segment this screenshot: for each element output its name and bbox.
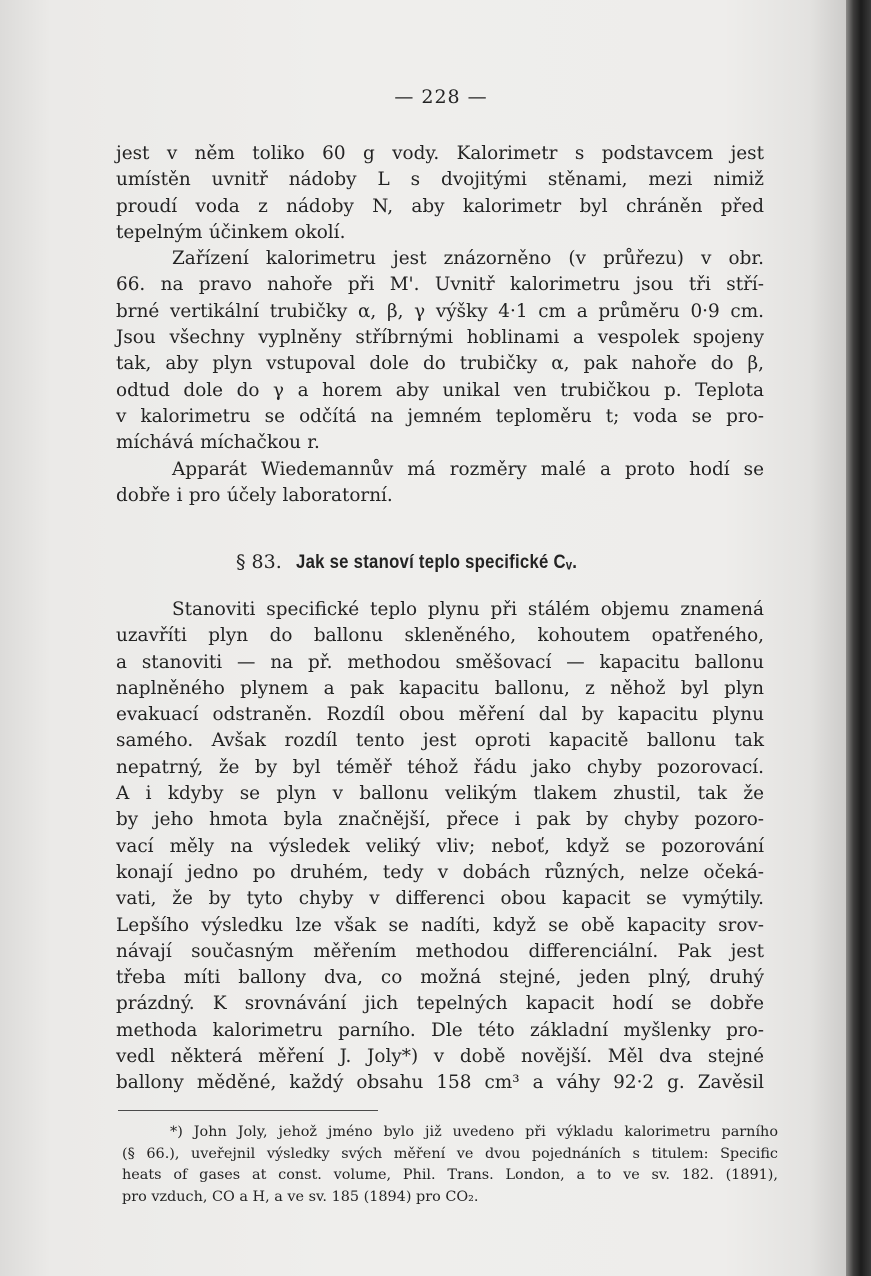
text-line: umístěn uvnitř nádoby L s dvojitými stěnami, mezi nimiž bbox=[116, 169, 764, 191]
book-spine bbox=[846, 0, 871, 1276]
text-line: tak, aby plyn vstupoval dole do trubičky α, pak nahoře do β, bbox=[116, 353, 764, 375]
text-line: míchává míchačkou r. bbox=[116, 432, 320, 454]
text-line: třeba míti ballony dva, co možná stejné, jeden plný, druhý bbox=[116, 967, 764, 989]
section-title: Jak se stanoví teplo specifické Cᵥ. bbox=[295, 552, 577, 573]
text-line: vedl některá měření J. Joly*) v době novější. Měl dva stejné bbox=[116, 1046, 764, 1068]
footnote-line: pro vzduch, CO a H, a ve sv. 185 (1894) pro CO₂. bbox=[122, 1188, 479, 1205]
text-line: uzavříti plyn do ballonu skleněného, kohoutem opatřeného, bbox=[116, 625, 764, 647]
text-line: v kalorimetru se odčítá na jemném teploměru t; voda se pro- bbox=[116, 405, 764, 427]
text-line: dobře i pro účely laboratorní. bbox=[116, 484, 393, 506]
text-line: prázdný. K srovnávání jich tepelných kapacit hodí se dobře bbox=[116, 993, 764, 1015]
text-line: naplněného plynem a pak kapacitu ballonu, z něhož byl plyn bbox=[116, 677, 764, 699]
text-line: Jsou všechny vyplněny stříbrnými hoblinami a vespolek spojeny bbox=[116, 327, 764, 349]
text-line: návají současným měřením methodou differenciální. Pak jest bbox=[116, 940, 764, 962]
text-line: A i kdyby se plyn v ballonu velikým tlakem zhustil, tak že bbox=[116, 783, 764, 805]
text-line: brné vertikální trubičky α, β, γ výšky 4·1 cm a průměru 0·9 cm. bbox=[116, 300, 764, 322]
text-block-bottom bbox=[116, 597, 764, 1097]
text-line: by jeho hmota byla značnější, přece i pak by chyby pozoro- bbox=[116, 809, 764, 831]
text-line: konají jedno po druhém, tedy v dobách různých, nelze očeká- bbox=[116, 861, 764, 883]
section-heading bbox=[236, 551, 615, 574]
footnote bbox=[122, 1122, 778, 1208]
footnote-line: *) John Joly, jehož jméno bylo již uvedeno při výkladu kalorimetru parního bbox=[170, 1124, 778, 1140]
text-line: nepatrný, že by byl téměř téhož řádu jako chyby pozorovací. bbox=[116, 756, 764, 778]
text-line: proudí voda z nádoby N, aby kalorimetr byl chráněn před bbox=[116, 195, 764, 217]
text-line: tepelným účinkem okolí. bbox=[116, 221, 346, 243]
text-block-top bbox=[116, 141, 764, 509]
footnote-line: (§ 66.), uveřejnil výsledky svých měření ve dvou pojednáních s titulem: Specific bbox=[122, 1145, 778, 1162]
text-line: jest v něm toliko 60 g vody. Kalorimetr s podstavcem jest bbox=[116, 143, 764, 164]
text-line: ballony měděné, každý obsahu 158 cm³ a váhy 92·2 g. Zavěsil bbox=[116, 1072, 764, 1094]
text-line: vací měly na výsledek veliký vliv; neboť, když se pozorování bbox=[116, 835, 764, 857]
footnote-line: heats of gases at const. volume, Phil. Trans. London, a to ve sv. 182. (1891), bbox=[122, 1167, 778, 1183]
text-line: Stanoviti specifické teplo plynu při stálém objemu znamená bbox=[172, 599, 764, 620]
text-line: evakuací odstraněn. Rozdíl obou měření dal by kapacitu plynu bbox=[116, 704, 764, 726]
text-line: Lepšího výsledku lze však se nadíti, když se obě kapacity srov- bbox=[116, 914, 764, 936]
text-line: Zařízení kalorimetru jest znázorněno (v průřezu) v obr. bbox=[172, 248, 764, 270]
section-number: § 83. bbox=[236, 551, 282, 573]
footnote-divider bbox=[118, 1110, 378, 1111]
text-line: Apparát Wiedemannův má rozměry malé a proto hodí se bbox=[172, 458, 764, 480]
text-line: methoda kalorimetru parního. Dle této základní myšlenky pro- bbox=[116, 1019, 764, 1041]
text-line: vati, že by tyto chyby v differenci obou kapacit se vymýtily. bbox=[116, 888, 764, 910]
text-line: 66. na pravo nahoře při M'. Uvnitř kalorimetru jsou tři stří- bbox=[116, 274, 764, 296]
text-line: a stanoviti — na př. methodou směšovací — kapacitu ballonu bbox=[116, 651, 764, 673]
text-line: odtud dole do γ a horem aby unikal ven trubičkou p. Teplota bbox=[116, 379, 764, 401]
text-line: samého. Avšak rozdíl tento jest oproti kapacitě ballonu tak bbox=[116, 730, 764, 752]
page-number: — 228 — bbox=[394, 86, 488, 108]
